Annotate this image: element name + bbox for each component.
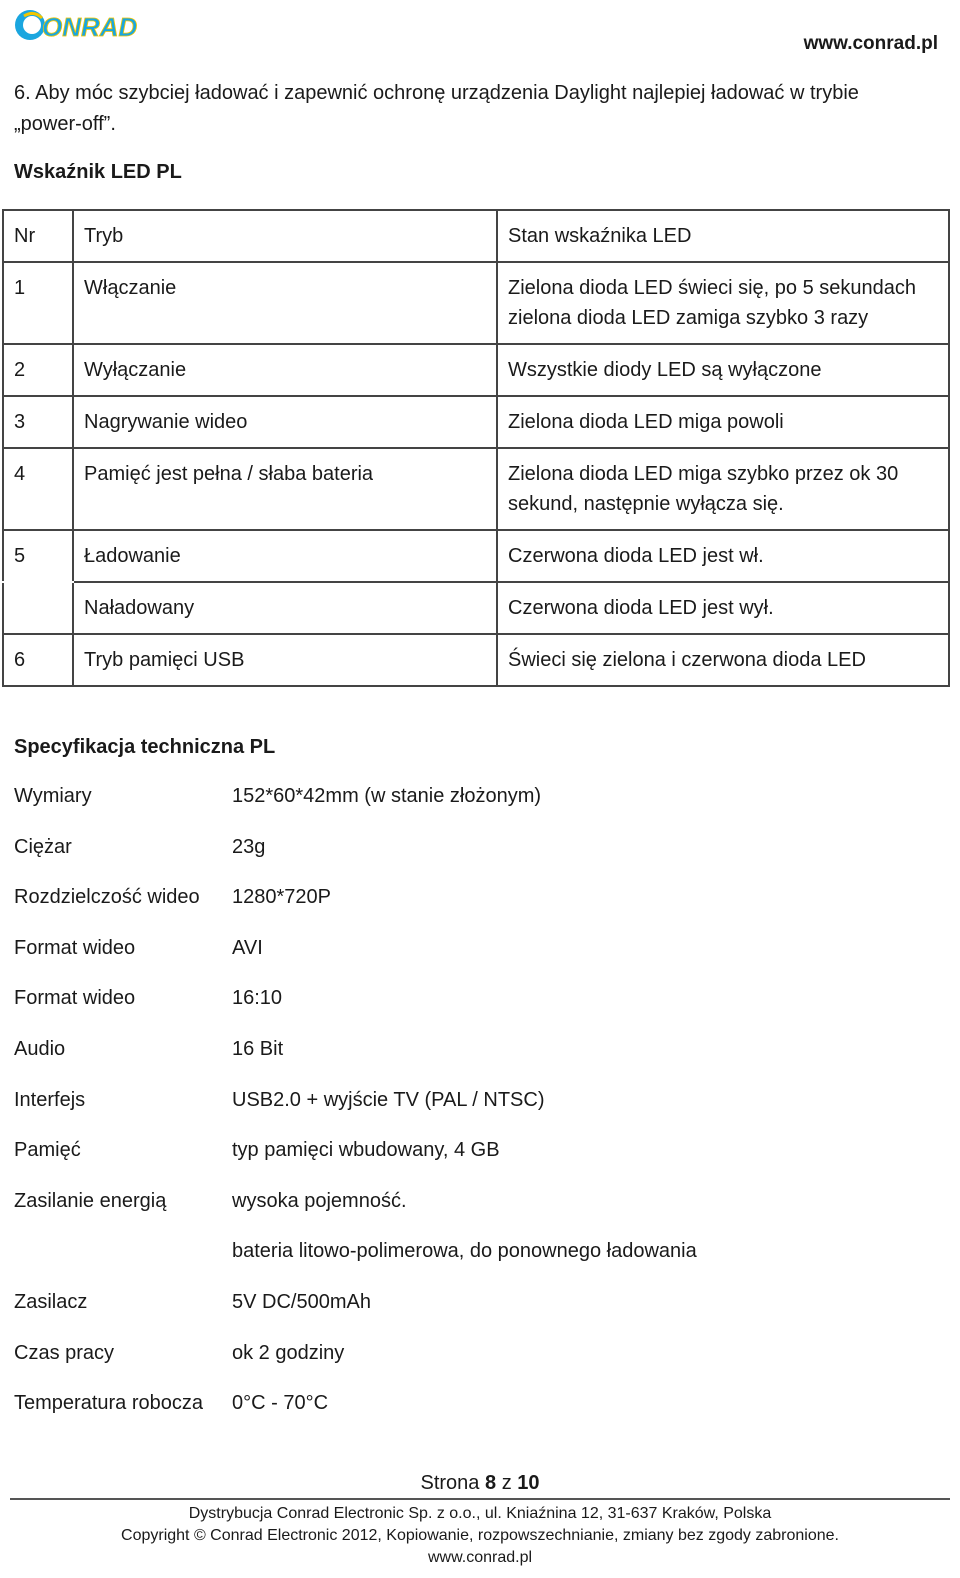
row-state: Czerwona dioda LED jest wł. (497, 530, 949, 582)
spec-value: 0°C - 70°C (232, 1392, 329, 1415)
spec-value: 16 Bit (232, 1037, 284, 1060)
row-state: Wszystkie diody LED są wyłączone (497, 344, 949, 396)
header-state: Stan wskaźnika LED (497, 210, 949, 262)
row-state: Zielona dioda LED miga powoli (497, 396, 949, 448)
page-prefix: Strona (420, 1472, 480, 1494)
spec-row (14, 836, 944, 887)
spec-value: AVI (232, 936, 263, 959)
footer-divider (10, 1498, 950, 1500)
intro-line-2: „power-off”. (14, 113, 116, 135)
footer-distributor: Dystrybucja Conrad Electronic Sp. z o.o., ul. Kniaźnina 12, 31-637 Kraków, Polska (188, 1505, 772, 1522)
row-nr (3, 582, 73, 634)
spec-label: Pamięć (14, 1139, 81, 1162)
spec-label: Temperatura robocza (14, 1392, 203, 1415)
spec-value: 23g (232, 835, 266, 858)
footer-copyright: Copyright © Conrad Electronic 2012, Kopiowanie, rozpowszechnianie, zmiany bez zgody zabronione. (121, 1527, 839, 1544)
table-row (3, 530, 949, 582)
row-state: Zielona dioda LED miga szybko przez ok 30 sekund, następnie wyłącza się. (497, 448, 949, 530)
row-nr: 5 (3, 530, 73, 582)
spec-label: Wymiary (14, 785, 92, 807)
spec-value: USB2.0 + wyjście TV (PAL / NTSC) (232, 1088, 545, 1111)
led-section-title: Wskaźnik LED PL (14, 161, 182, 183)
spec-row (14, 1089, 944, 1140)
spec-label: Zasilacz (14, 1290, 88, 1313)
spec-row (14, 937, 944, 988)
spec-label: Format wideo (14, 987, 136, 1010)
footer (0, 1503, 960, 1569)
row-mode: Pamięć jest pełna / słaba bateria (73, 448, 497, 530)
spec-row (14, 1038, 944, 1089)
table-header-row (3, 210, 949, 262)
table-row (3, 396, 949, 448)
spec-value: 5V DC/500mAh (232, 1290, 371, 1313)
table-row (3, 582, 949, 634)
row-nr: 6 (3, 634, 73, 686)
spec-value: 16:10 (232, 987, 283, 1010)
spec-label: Zasilanie energią (14, 1189, 167, 1212)
page-number (0, 1472, 960, 1495)
spec-row (14, 1190, 944, 1241)
row-state: Czerwona dioda LED jest wył. (497, 582, 949, 634)
spec-label: Interfejs (14, 1088, 86, 1111)
spec-label: Rozdzielczość wideo (14, 886, 200, 909)
row-mode: Ładowanie (73, 530, 497, 582)
conrad-logo (12, 4, 162, 44)
spec-value: 152*60*42mm (w stanie złożonym) (232, 785, 542, 807)
spec-value: wysoka pojemność. (232, 1189, 407, 1212)
spec-row (14, 1342, 944, 1393)
led-table (2, 209, 950, 687)
row-nr: 3 (3, 396, 73, 448)
spec-label: Czas pracy (14, 1341, 115, 1364)
table-row (3, 634, 949, 686)
spec-label: Audio (14, 1037, 66, 1060)
spec-value: 1280*720P (232, 886, 331, 909)
table-row (3, 344, 949, 396)
intro-line-1: 6. Aby móc szybciej ładować i zapewnić ochronę urządzenia Daylight najlepiej ładować w trybie (14, 82, 859, 104)
intro-paragraph (14, 78, 944, 140)
page-total: 10 (517, 1472, 540, 1494)
header-mode: Tryb (73, 210, 497, 262)
spec-row (14, 785, 944, 836)
spec-label: Ciężar (14, 835, 72, 858)
spec-value: typ pamięci wbudowany, 4 GB (232, 1139, 500, 1162)
page-current: 8 (485, 1472, 497, 1494)
row-mode: Nagrywanie wideo (73, 396, 497, 448)
footer-url[interactable]: www.conrad.pl (427, 1549, 533, 1566)
spec-label: Format wideo (14, 936, 136, 959)
spec-row (14, 1240, 944, 1291)
row-nr: 2 (3, 344, 73, 396)
spec-row (14, 1291, 944, 1342)
spec-row (14, 1139, 944, 1190)
header-nr: Nr (3, 210, 73, 262)
page-sep: z (501, 1472, 512, 1494)
row-state: Świeci się zielona i czerwona dioda LED (497, 634, 949, 686)
spec-row (14, 1392, 944, 1443)
svg-text:ONRAD: ONRAD (42, 12, 138, 42)
spec-row (14, 987, 944, 1038)
site-url[interactable]: www.conrad.pl (803, 33, 938, 54)
row-nr: 4 (3, 448, 73, 530)
table-row (3, 448, 949, 530)
row-mode: Naładowany (73, 582, 497, 634)
spec-value: ok 2 godziny (232, 1341, 345, 1364)
spec-section-title: Specyfikacja techniczna PL (14, 736, 276, 758)
row-nr: 1 (3, 262, 73, 344)
row-state: Zielona dioda LED świeci się, po 5 sekundach zielona dioda LED zamiga szybko 3 razy (497, 262, 949, 344)
spec-row (14, 886, 944, 937)
row-mode: Tryb pamięci USB (73, 634, 497, 686)
table-row (3, 262, 949, 344)
row-mode: Wyłączanie (73, 344, 497, 396)
row-mode: Włączanie (73, 262, 497, 344)
spec-list (14, 785, 944, 1443)
spec-value: bateria litowo-polimerowa, do ponownego ładowania (232, 1240, 697, 1263)
